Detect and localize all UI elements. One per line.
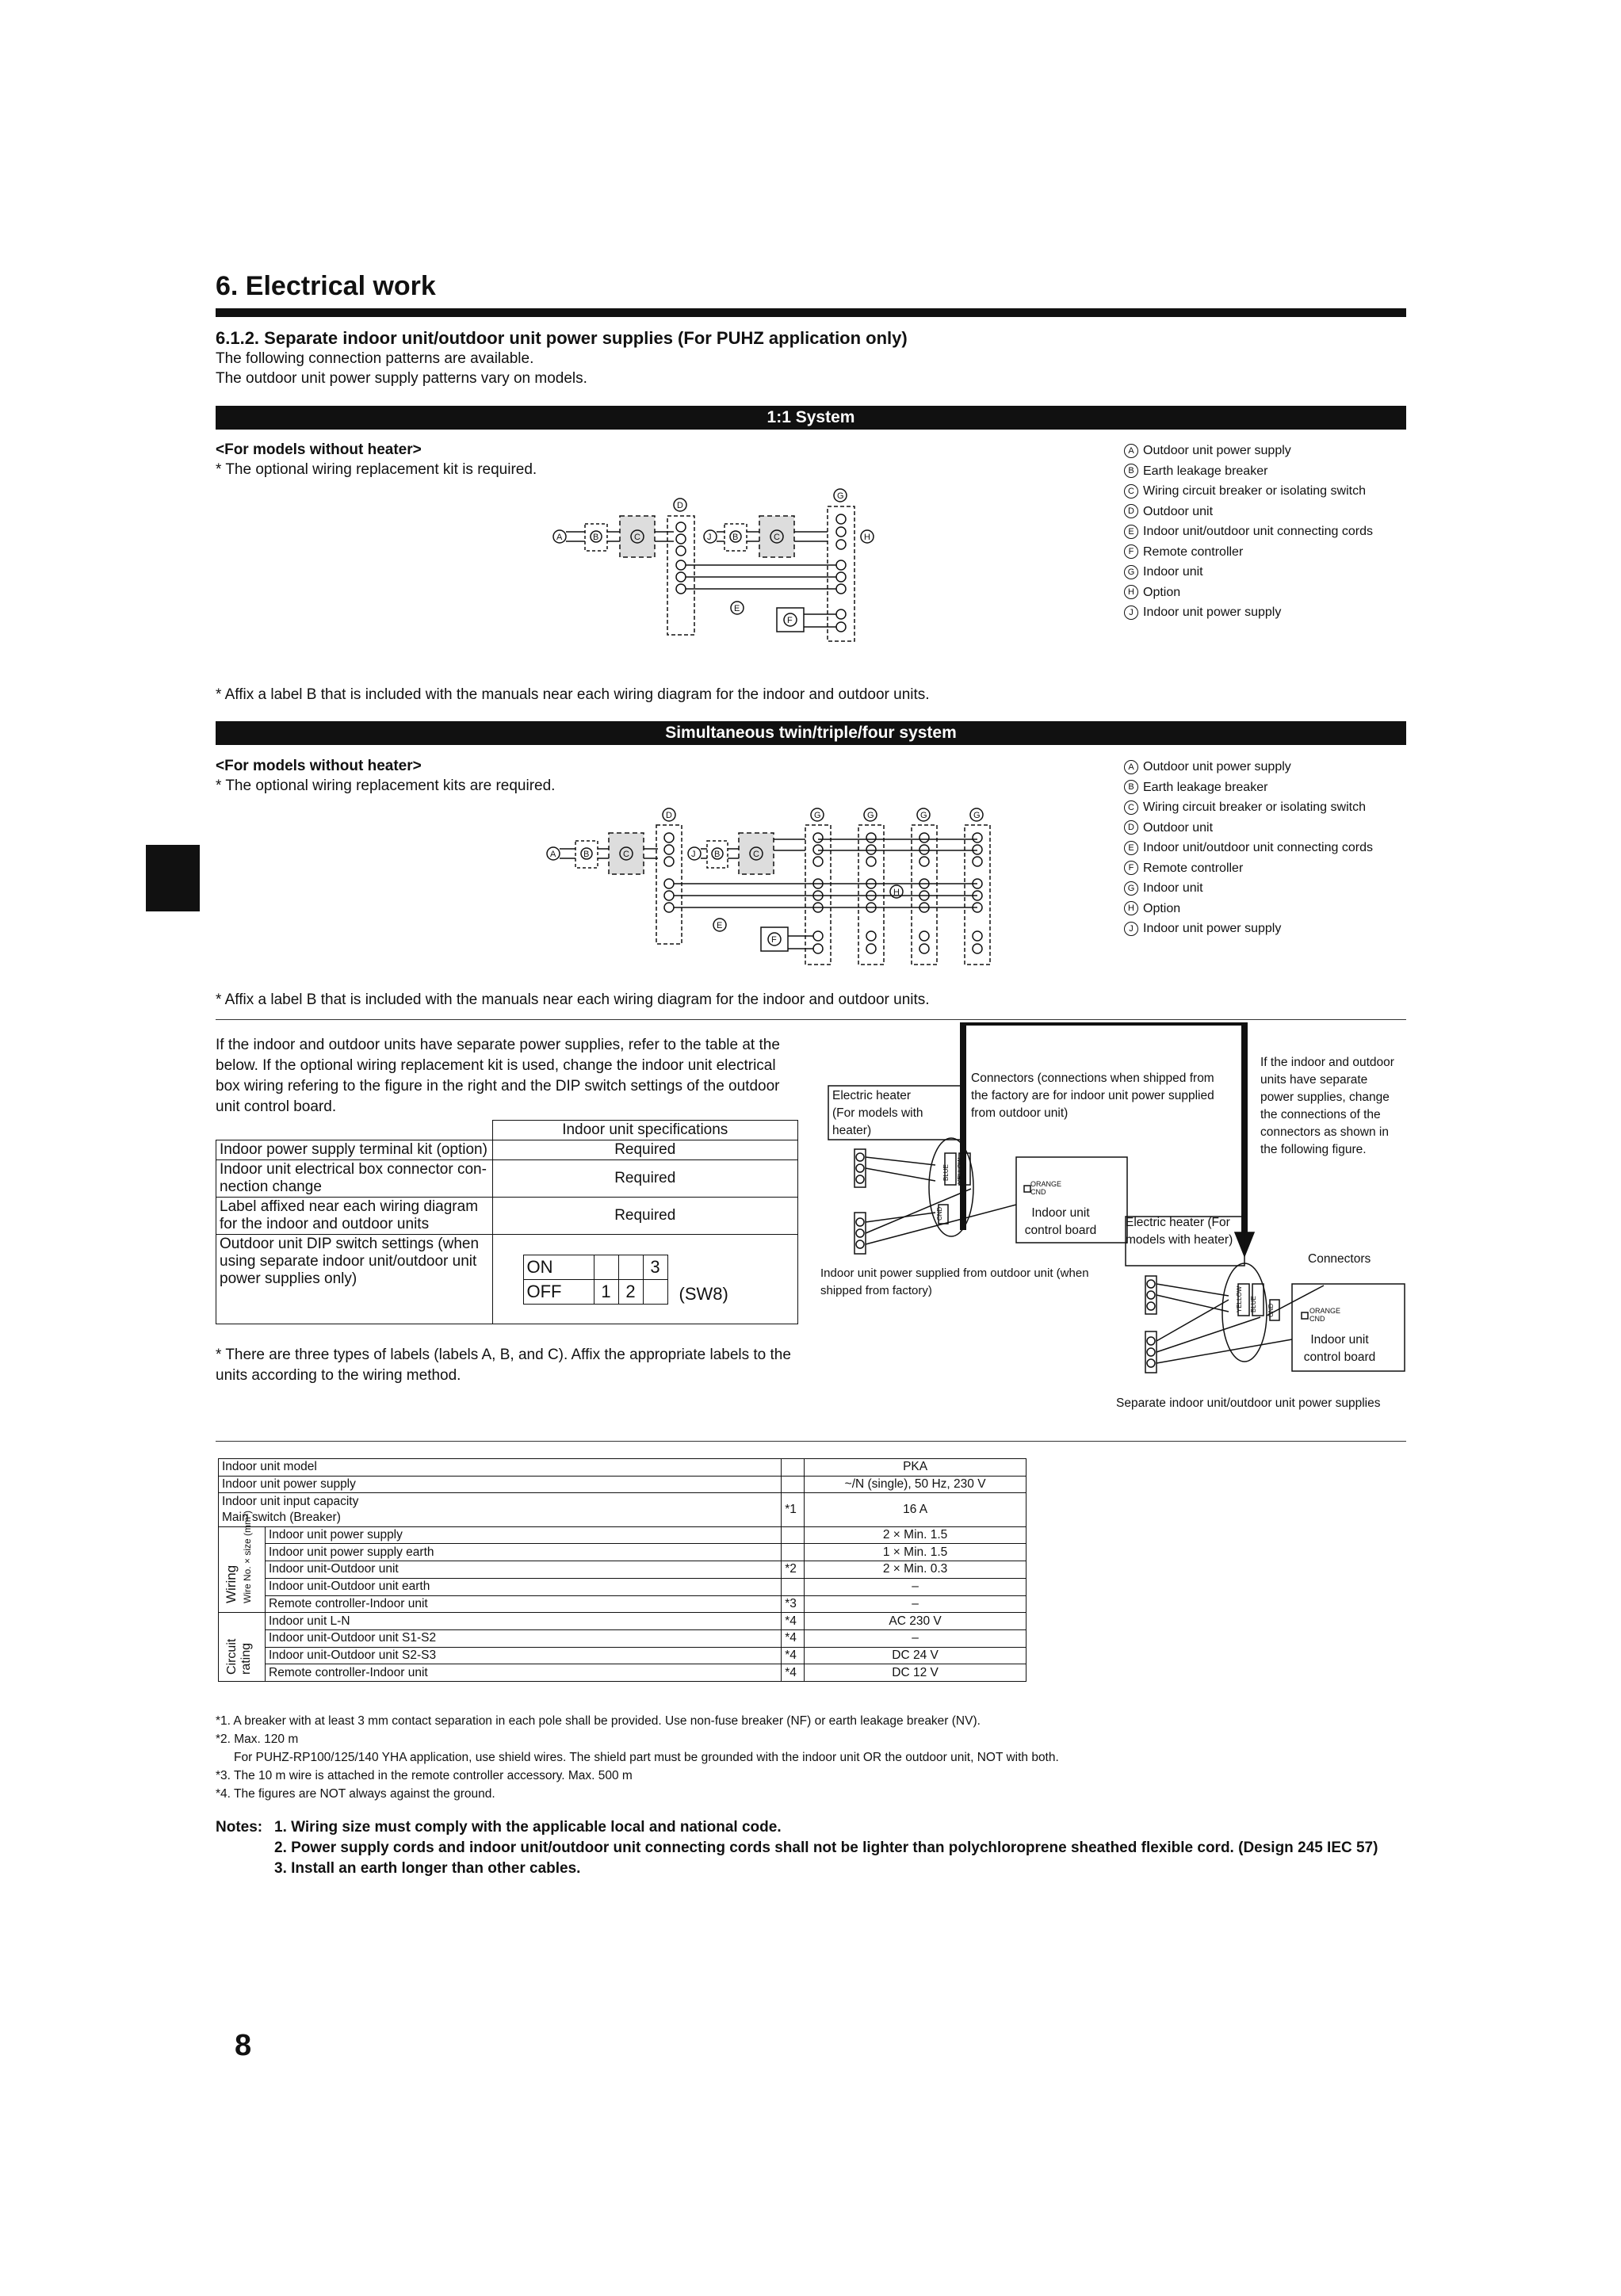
dip-switch-sw8: ON 3 OFF 1 2 [523,1255,668,1305]
svg-text:B: B [732,533,739,542]
system-multi-kit-note: * The optional wiring replacement kits are required. [216,777,556,794]
table-row: Wiring Wire No. × size (mm²) Indoor unit power supply 2 × Min. 1.5 [219,1526,1027,1544]
footnote-1: *1. A breaker with at least 3 mm contact separation in each pole shall be provided. Use non-fuse breaker (NF) or earth leakage breaker (NV). [216,1714,981,1728]
table-row: Outdoor unit DIP switch settings (when using separate indoor unit/outdoor unit power supplies only) ON 3 OFF 1 2 (SW8) [216,1235,798,1324]
indoor-unit-g-1 [805,808,831,965]
svg-text:CND: CND [936,1206,943,1221]
electric-heater-label-2: Electric heater (For models with heater) [1126,1216,1233,1247]
indoor-unit-g-2 [858,808,884,965]
svg-text:C: C [774,533,780,542]
svg-text:BLUE: BLUE [1250,1296,1257,1312]
legend-item: F Remote controller [1124,858,1373,879]
table-row: Remote controller-Indoor unit *3 – [219,1595,1027,1613]
legend-item: A Outdoor unit power supply [1124,441,1373,461]
svg-text:G: G [837,491,844,501]
orange-cnd-1: ORANGE CND [1030,1180,1062,1196]
svg-text:E: E [734,604,740,613]
title-rule [216,308,1406,317]
legend-item: G Indoor unit [1124,878,1373,899]
labels-note: * There are three types of labels (labels A, B, and C). Affix the appropriate labels to the units according to the wiring method. [216,1347,791,1384]
svg-text:B: B [714,850,721,859]
chapter-tab [146,845,200,911]
table-row: Remote controller-Indoor unit *4 DC 12 V [219,1664,1027,1682]
svg-text:H: H [893,888,900,897]
system-multi-wiring-diagram [544,804,996,967]
svg-text:C: C [623,850,629,859]
section-title: 6. Electrical work [216,271,436,301]
table-row: Indoor unit-Outdoor unit earth – [219,1578,1027,1595]
table-row: Indoor power supply terminal kit (option) Required [216,1140,798,1160]
system-1-1-bar: 1:1 System [216,406,1406,430]
system-1-1-wiring-diagram [547,487,896,646]
orange-cnd-2: ORANGE CND [1309,1307,1341,1323]
table-row: Indoor unit-Outdoor unit S2-S3 *4 DC 24 V [219,1647,1027,1664]
svg-text:D: D [666,811,672,820]
footnote-3: *3. The 10 m wire is attached in the remote controller accessory. Max. 500 m [216,1769,633,1782]
connectors-label: Connectors [1308,1252,1371,1266]
legend-item: H Option [1124,583,1373,603]
legend-item: J Indoor unit power supply [1124,919,1373,939]
svg-text:CND: CND [1267,1303,1275,1317]
table-row: Indoor unit-Outdoor unit *2 2 × Min. 0.3 [219,1561,1027,1579]
legend-item: G Indoor unit [1124,562,1373,583]
legend-item: D Outdoor unit [1124,502,1373,522]
svg-text:C: C [634,533,640,542]
svg-text:BLUE: BLUE [942,1164,950,1181]
table-row: Indoor unit input capacity *1 16 A [219,1493,1027,1510]
dip-switch-label: (SW8) [679,1283,728,1304]
legend-item: A Outdoor unit power supply [1124,757,1373,777]
page-number: 8 [235,2029,252,2062]
spec-header: Indoor unit specifications [492,1121,798,1140]
table-row: Indoor unit model PKA [219,1459,1027,1477]
svg-text:G: G [920,811,927,820]
electric-heater-label-1: Electric heater (For models with heater) [832,1089,923,1137]
svg-text:C: C [753,850,759,859]
svg-text:G: G [867,811,874,820]
svg-text:D: D [677,501,683,510]
table-row: Indoor unit-Outdoor unit S1-S2 *4 – [219,1629,1027,1647]
section-divider [216,1019,1406,1020]
system-multi-legend [1124,757,1373,939]
system-1-1-affix-note: * Affix a label B that is included with the manuals near each wiring diagram for the indoor and outdoor units. [216,686,930,703]
model-table [218,1458,1027,1682]
circuit-group-cell: Circuit rating [219,1613,266,1682]
svg-text:J: J [707,533,712,542]
system-1-1-heater-label: <For models without heater> [216,441,422,458]
note-item: 3. Install an earth longer than other cables. [274,1860,581,1877]
connectors-note: Connectors (connections when shipped from the factory are for indoor unit power supplied from outdoor unit) [971,1072,1214,1120]
svg-text:G: G [814,811,821,820]
system-multi-affix-note: * Affix a label B that is included with the manuals near each wiring diagram for the indoor and outdoor units. [216,991,930,1008]
system-1-1-legend [1124,441,1373,623]
svg-text:E: E [717,921,723,930]
footnote-2: *2. Max. 120 m [216,1733,299,1746]
right-note: If the indoor and outdoor units have separate power supplies, change the connections of the connectors as shown in the following figure. [1260,1056,1394,1156]
table-row: Indoor unit power supply earth 1 × Min. 1.5 [219,1544,1027,1561]
legend-item: B Earth leakage breaker [1124,461,1373,482]
legend-item: F Remote controller [1124,542,1373,563]
legend-item: C Wiring circuit breaker or isolating switch [1124,797,1373,818]
svg-text:F: F [771,935,777,945]
svg-text:B: B [593,533,599,542]
svg-text:J: J [691,850,696,859]
table-row: Label affixed near each wiring diagram for the indoor and outdoor units Required [216,1198,798,1235]
supplied-caption: Indoor unit power supplied from outdoor unit (when shipped from factory) [820,1266,1089,1297]
control-board-label-1: Indoor unit control board [1024,1206,1097,1237]
subsection-title: 6.1.2. Separate indoor unit/outdoor unit power supplies (For PUHZ application only) [216,328,908,348]
intro-line-2: The outdoor unit power supply patterns vary on models. [216,370,587,387]
indoor-unit-g-4 [965,808,990,965]
legend-item: D Outdoor unit [1124,818,1373,839]
notes-label: Notes: [216,1819,263,1836]
legend-item: E Indoor unit/outdoor unit connecting cords [1124,521,1373,542]
svg-text:B: B [583,850,590,859]
footnote-2-detail: For PUHZ-RP100/125/140 YHA application, use shield wires. The shield part must be grounded with the indoor unit OR the outdoor unit, NOT with both. [234,1751,1059,1764]
svg-text:A: A [550,850,556,859]
legend-item: J Indoor unit power supply [1124,602,1373,623]
svg-text:YELLOW: YELLOW [957,1157,964,1184]
separate-caption: Separate indoor unit/outdoor unit power supplies [1116,1396,1381,1410]
svg-text:A: A [556,533,563,542]
indoor-unit-g-3 [912,808,937,965]
svg-text:G: G [973,811,981,820]
separate-paragraph: If the indoor and outdoor units have separate power supplies, refer to the table at the below. If the optional wiring replacement kit is used, change the indoor unit electrical box wiring refering to the figure in the right and the DIP switch settings of the outdoor unit control board. [216,1037,780,1115]
system-multi-bar: Simultaneous twin/triple/four system [216,721,1406,745]
intro-line-1: The following connection patterns are available. [216,350,534,367]
table-row: Indoor unit electrical box connector con-nection change Required [216,1160,798,1198]
table-row: Indoor unit power supply ~/N (single), 50 Hz, 230 V [219,1476,1027,1493]
note-item: 2. Power supply cords and indoor unit/outdoor unit connecting cords shall not be lighter than polychloroprene sheathed flexible cord. (Design 245 IEC 57) [274,1839,1378,1856]
legend-item: E Indoor unit/outdoor unit connecting cords [1124,838,1373,858]
table-row: Circuit rating Indoor unit L-N *4 AC 230 V [219,1613,1027,1630]
svg-text:YELLOW: YELLOW [1236,1286,1243,1312]
notes-block [216,1817,1378,1879]
legend-item: C Wiring circuit breaker or isolating switch [1124,481,1373,502]
legend-item: H Option [1124,899,1373,919]
system-1-1-kit-note: * The optional wiring replacement kit is required. [216,461,537,478]
control-board-label-2: Indoor unit control board [1303,1333,1376,1364]
wiring-group-cell: Wiring Wire No. × size (mm²) [219,1526,266,1612]
section-divider-2 [216,1441,1406,1442]
outdoor-terminals [676,522,686,594]
legend-item: B Earth leakage breaker [1124,777,1373,798]
table-row: Main switch (Breaker) [219,1510,1027,1526]
svg-text:F: F [787,616,793,625]
footnote-4: *4. The figures are NOT always against the ground. [216,1787,495,1801]
svg-text:H: H [864,533,870,542]
spec-table [216,1120,798,1324]
note-item: 1. Wiring size must comply with the applicable local and national code. [274,1819,782,1836]
system-multi-heater-label: <For models without heater> [216,758,422,774]
